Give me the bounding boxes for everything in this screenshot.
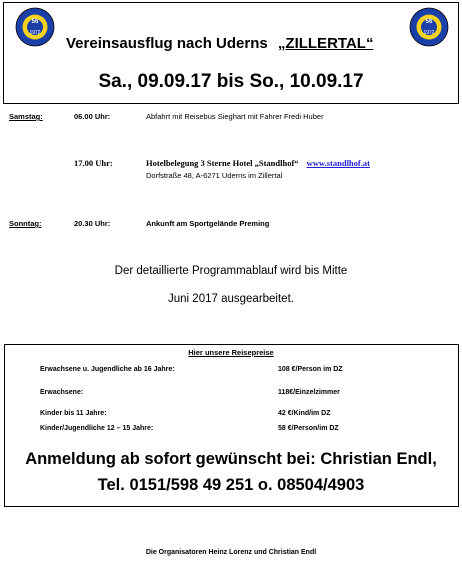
registration-line-2: Tel. 0151/598 49 251 o. 08504/4903 [97,476,365,494]
organizers-footer: Die Organisatoren Heinz Lorenz und Christian Endl [145,549,317,556]
registration-line-1: Anmeldung ab sofort gewünscht bei: Christian Endl, [25,450,437,468]
price-row-value: 118€/Einzelzimmer [278,389,340,396]
hotel-website-link[interactable]: www.standlhof.at [306,158,370,168]
logo-top-text: 56 [425,19,433,25]
trip-title [66,35,373,52]
notice-line-2: Juni 2017 ausgearbeitet. [168,293,294,305]
sun-desc-1: Ankunft am Sportgelände Preming [146,219,270,228]
sun-time-1: 20.30 Uhr: [74,219,111,228]
price-row-value: 58 €/Person/im DZ [278,425,339,432]
price-heading: Hier unsere Reisepreise [188,348,274,357]
logo-bottom-text: 1972 [423,30,435,36]
club-logo-right [409,7,449,47]
notice-line-1: Der detaillierte Programmablauf wird bis Mitte [114,265,348,277]
hotel-address: Dorfstraße 48, A-6271 Uderns im Zillertal [146,171,283,180]
sat-time-2: 17.00 Uhr: [74,158,113,168]
sat-time-1: 06.00 Uhr: [74,112,111,121]
club-logo-left [15,7,55,47]
price-row-label: Kinder bis 11 Jahre: [40,410,107,417]
sunday-label: Sonntag: [9,219,42,228]
price-row-label: Erwachsene: [40,389,84,396]
trip-dates: Sa., 09.09.17 bis So., 10.09.17 [98,71,364,92]
trip-title-main: Vereinsausflug nach Uderns [66,35,268,52]
sat-desc-2-line [146,158,370,168]
logo-top-text: 56 [31,19,39,25]
price-row-label: Erwachsene u. Jugendliche ab 16 Jahre: [40,366,175,373]
trip-title-destination: „ZILLERTAL“ [277,35,374,52]
sat-desc-1: Abfahrt mit Reisebus Sieghart mit Fahrer Fredi Huber [146,112,324,121]
price-row-label: Kinder/Jugendliche 12 – 15 Jahre: [40,425,154,432]
logo-bottom-text: 1972 [29,30,41,36]
price-row-value: 42 €/Kind/im DZ [278,410,331,417]
saturday-label: Samstag: [9,112,43,121]
price-row-value: 108 €/Person im DZ [278,366,343,373]
hotel-name: Hotelbelegung 3 Sterne Hotel „Standlhof“ [146,158,299,168]
